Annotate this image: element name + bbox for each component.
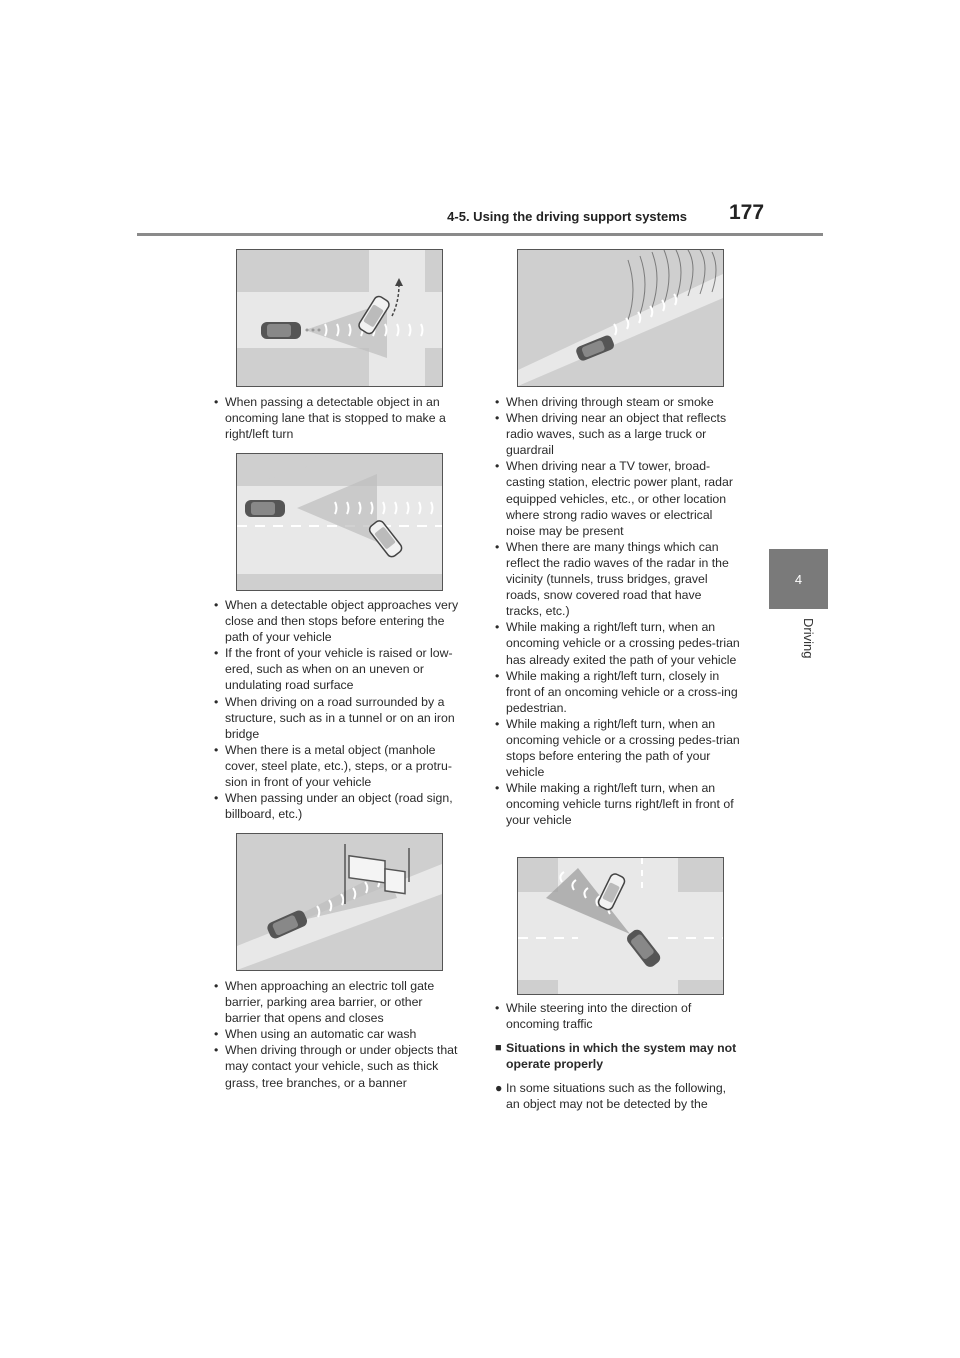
list-item: • When a detectable object approaches very close and then stops before entering the path of your vehicle [214, 597, 460, 645]
body-paragraph-text: In some situations such as the following, an object may not be detected by the [506, 1081, 727, 1112]
list-item: • When driving through steam or smoke [495, 394, 741, 410]
header-rule [137, 233, 823, 236]
list-item: • While making a right/left turn, when an oncoming vehicle turns right/left in front of your vehicle [495, 780, 741, 828]
section-title: 4-5. Using the driving support systems [447, 209, 687, 224]
section-heading [495, 1040, 741, 1072]
figure-close-approach-drawing [237, 454, 442, 590]
left-text-block-3 [214, 978, 460, 1091]
chapter-number: 4 [794, 571, 803, 587]
list-item: • When driving near a TV tower, broad-casting station, electric power plant, radar equipped vehicles, etc., or other location where strong radio waves or electrical noise may be present [495, 458, 741, 538]
figure-overhead-sign [236, 833, 443, 971]
left-text-block-1 [214, 394, 460, 442]
list-item: • When there are many things which can reflect the radio waves of the radar in the vicinity (tunnels, truss bridges, gravel roads, snow covered road that have tracks, etc.) [495, 539, 741, 619]
figure-steering-oncoming-drawing [518, 858, 723, 994]
bullet-list [214, 597, 460, 822]
list-item: • When driving near an object that reflects radio waves, such as a large truck or guardrail [495, 410, 741, 458]
list-item: • When driving on a road surrounded by a structure, such as in a tunnel or on an iron bridge [214, 694, 460, 742]
figure-overhead-sign-drawing [237, 834, 442, 970]
list-item: • While making a right/left turn, closely in front of an oncoming vehicle or a cross-ing pedestrian. [495, 668, 741, 716]
list-item: • While making a right/left turn, when an oncoming vehicle or a crossing pedes-trian has already exited the path of your vehicle [495, 619, 741, 667]
figure-steam-smoke [517, 249, 724, 387]
figure-oncoming-turn [236, 249, 443, 387]
bullet-list [495, 1000, 741, 1032]
list-item: • When there is a metal object (manhole cover, steel plate, etc.), steps, or a protru-sion in front of your vehicle [214, 742, 460, 790]
figure-steering-oncoming [517, 857, 724, 995]
right-text-block-1 [495, 394, 741, 829]
list-item: • When driving through or under objects that may contact your vehicle, such as thick grass, tree branches, or a banner [214, 1042, 460, 1090]
figure-close-approach [236, 453, 443, 591]
list-item: • While making a right/left turn, when an oncoming vehicle or a crossing pedes-trian stops before entering the path of your vehicle [495, 716, 741, 780]
list-item: • When approaching an electric toll gate barrier, parking area barrier, or other barrier that opens and closes [214, 978, 460, 1026]
square-bullet-icon: ■ [495, 1042, 502, 1055]
right-text-block-2 [495, 1000, 741, 1113]
body-paragraph [495, 1080, 741, 1112]
figure-steam-smoke-drawing [518, 250, 723, 386]
page-number: 177 [729, 201, 765, 224]
list-item: • When passing under an object (road sign, billboard, etc.) [214, 790, 460, 822]
bullet-list [214, 978, 460, 1091]
figure-oncoming-turn-drawing [237, 250, 442, 386]
chapter-tab [769, 549, 828, 609]
list-item: • While steering into the direction of oncoming traffic [495, 1000, 741, 1032]
section-heading-text: Situations in which the system may not operate properly [506, 1041, 737, 1072]
list-item: • If the front of your vehicle is raised or low-ered, such as when on an uneven or undulating road surface [214, 645, 460, 693]
bullet-list [214, 394, 460, 442]
list-item: • When using an automatic car wash [214, 1026, 460, 1042]
left-text-block-2 [214, 597, 460, 822]
list-item: • When passing a detectable object in an oncoming lane that is stopped to make a right/left turn [214, 394, 460, 442]
circle-bullet-icon: ● [495, 1081, 503, 1096]
bullet-list [495, 394, 741, 829]
chapter-label: Driving [801, 618, 816, 659]
